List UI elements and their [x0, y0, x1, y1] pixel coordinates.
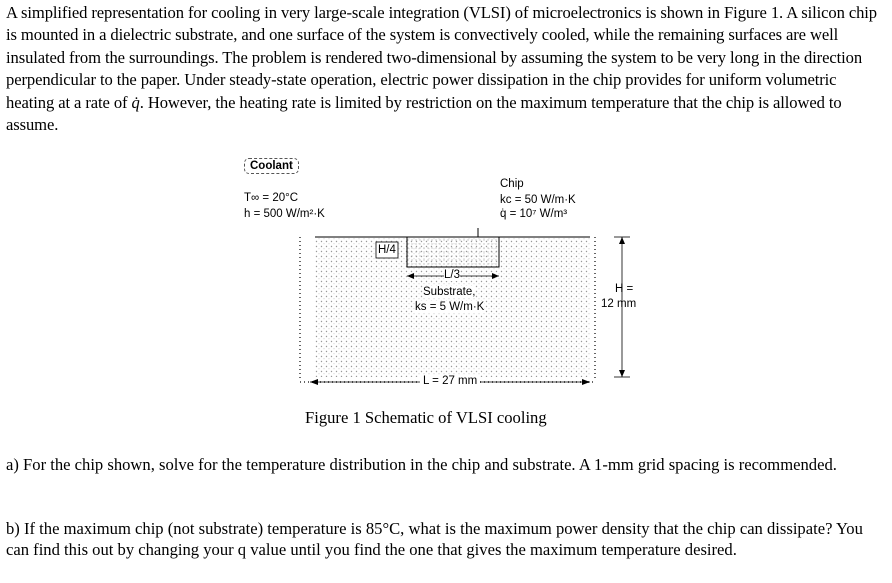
q-dot-symbol: q̇ [131, 92, 140, 112]
l-over-3-label: L/3 [444, 269, 460, 281]
l-arrow-left [310, 379, 318, 385]
question-a: a) For the chip shown, solve for the temperature distribution in the chip and substrate. A 1-mm grid spacing is recommended. [6, 455, 837, 474]
intro-text-after: . However, the heating rate is limited by restriction on the maximum temperature that the chip is allowed to assume. [6, 92, 842, 135]
substrate-label: Substrate, [423, 286, 476, 298]
question-b: b) If the maximum chip (not substrate) temperature is 85°C, what is the maximum power density that the chip can dissipate? You can find this out by changing your q value until you find the one that gives the maximum temperature desired. [6, 519, 863, 559]
h-arrow-top [619, 237, 625, 244]
h-arrow-bottom [619, 370, 625, 377]
vlsi-schematic-figure [230, 150, 650, 400]
schematic-drawing [230, 150, 650, 400]
l-arrow-right [582, 379, 590, 385]
chip-heating-label: q̇ = 10⁷ W/m³ [500, 208, 568, 220]
figure-caption: Figure 1 Schematic of VLSI cooling [305, 408, 547, 427]
substrate-conductivity-label: ks = 5 W/m·K [415, 301, 485, 313]
problem-statement [6, 2, 886, 136]
t-infinity-label: T∞ = 20°C [244, 192, 299, 204]
coolant-label: Coolant [244, 158, 299, 174]
h-dimension-label-bottom: 12 mm [601, 298, 637, 310]
chip-title-label: Chip [500, 178, 524, 190]
intro-text-before: A simplified representation for cooling in very large-scale integration (VLSI) of microelectronics is shown in Figure 1. A silicon chip is mounted in a dielectric substrate, and one surface of the system is convectively cooled, while the remaining surfaces are well insulated from the surroundings. The problem is rendered two-dimensional by assuming the system to be very long in the direction perpendicular to the paper. Under steady-state operation, electric power dissipation in the chip provides for uniform volumetric heating at a rate of [6, 3, 877, 112]
h-coefficient-label: h = 500 W/m²·K [244, 208, 325, 220]
h-over-4-label: H/4 [378, 244, 396, 256]
h-dimension-label-top: H = [615, 283, 634, 295]
l-dimension-label: L = 27 mm [420, 375, 480, 387]
chip-conductivity-label: kc = 50 W/m·K [500, 194, 576, 206]
chip-block [407, 237, 499, 267]
